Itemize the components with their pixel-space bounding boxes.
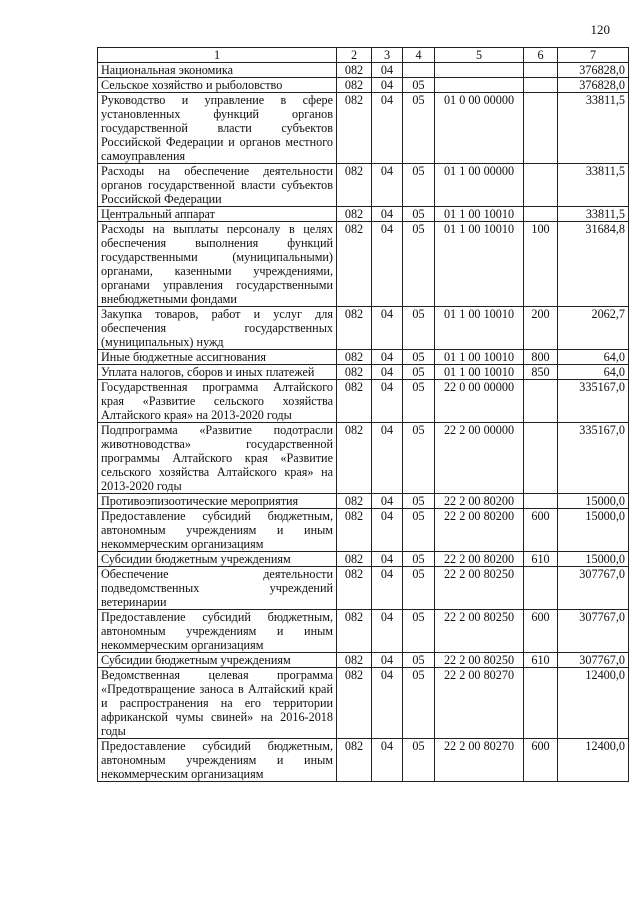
row-code-ministry: 082 bbox=[337, 668, 372, 739]
table-row bbox=[98, 567, 629, 610]
row-code-target: 22 2 00 80200 bbox=[435, 552, 524, 567]
row-name: Противоэпизоотические мероприятия bbox=[98, 494, 337, 509]
row-code-subsection: 05 bbox=[403, 307, 435, 350]
row-code-section: 04 bbox=[372, 350, 403, 365]
row-code-ministry: 082 bbox=[337, 567, 372, 610]
row-name: Субсидии бюджетным учреждениям bbox=[98, 653, 337, 668]
column-header-4: 4 bbox=[403, 48, 435, 63]
row-code-section: 04 bbox=[372, 78, 403, 93]
table-row bbox=[98, 509, 629, 552]
table-row bbox=[98, 610, 629, 653]
row-code-target: 01 1 00 00000 bbox=[435, 164, 524, 207]
table-row bbox=[98, 423, 629, 494]
row-code-type bbox=[524, 668, 558, 739]
row-name: Подпрограмма «Развитие подотрасли животноводства» государственной программы Алтайского края «Развитие сельского хозяйства Алтайского края» на 2013-2020 годы bbox=[98, 423, 337, 494]
row-name: Ведомственная целевая программа «Предотвращение заноса в Алтайский край и распространения на его территории африканской чумы свиней» на 2016-2018 годы bbox=[98, 668, 337, 739]
row-code-section: 04 bbox=[372, 207, 403, 222]
row-code-target: 22 2 00 80250 bbox=[435, 567, 524, 610]
row-code-subsection: 05 bbox=[403, 739, 435, 782]
table-row bbox=[98, 365, 629, 380]
row-code-section: 04 bbox=[372, 365, 403, 380]
row-name: Закупка товаров, работ и услуг для обеспечения государственных (муниципальных) нужд bbox=[98, 307, 337, 350]
row-code-target: 22 2 00 80200 bbox=[435, 494, 524, 509]
row-code-type bbox=[524, 494, 558, 509]
row-amount: 64,0 bbox=[558, 350, 629, 365]
row-name: Национальная экономика bbox=[98, 63, 337, 78]
table-row bbox=[98, 739, 629, 782]
row-code-section: 04 bbox=[372, 739, 403, 782]
row-code-type: 600 bbox=[524, 610, 558, 653]
row-amount: 2062,7 bbox=[558, 307, 629, 350]
row-amount: 335167,0 bbox=[558, 380, 629, 423]
row-name: Расходы на выплаты персоналу в целях обеспечения выполнения функций государственными (муниципальными) органами, казенными учреждениями, органами управления государственными внебюджетными фондами bbox=[98, 222, 337, 307]
row-amount: 31684,8 bbox=[558, 222, 629, 307]
column-header-3: 3 bbox=[372, 48, 403, 63]
row-code-section: 04 bbox=[372, 423, 403, 494]
row-code-ministry: 082 bbox=[337, 78, 372, 93]
row-code-ministry: 082 bbox=[337, 380, 372, 423]
row-code-ministry: 082 bbox=[337, 222, 372, 307]
row-code-section: 04 bbox=[372, 164, 403, 207]
row-code-type bbox=[524, 380, 558, 423]
row-amount: 15000,0 bbox=[558, 494, 629, 509]
row-code-ministry: 082 bbox=[337, 63, 372, 78]
row-code-target: 01 1 00 10010 bbox=[435, 207, 524, 222]
row-code-section: 04 bbox=[372, 668, 403, 739]
table-body bbox=[98, 63, 629, 782]
row-code-type: 610 bbox=[524, 653, 558, 668]
row-code-ministry: 082 bbox=[337, 494, 372, 509]
row-name: Руководство и управление в сфере установленных функций органов государственной власти субъектов Российской Федерации и органов местного самоуправления bbox=[98, 93, 337, 164]
row-amount: 33811,5 bbox=[558, 164, 629, 207]
row-code-subsection: 05 bbox=[403, 365, 435, 380]
row-code-target bbox=[435, 78, 524, 93]
table-row bbox=[98, 653, 629, 668]
row-code-target: 22 2 00 80200 bbox=[435, 509, 524, 552]
row-code-subsection: 05 bbox=[403, 567, 435, 610]
row-code-type bbox=[524, 423, 558, 494]
row-code-type bbox=[524, 93, 558, 164]
budget-table bbox=[97, 47, 629, 782]
row-code-target: 01 1 00 10010 bbox=[435, 222, 524, 307]
row-code-ministry: 082 bbox=[337, 610, 372, 653]
table-row bbox=[98, 63, 629, 78]
row-code-section: 04 bbox=[372, 494, 403, 509]
row-code-target: 01 1 00 10010 bbox=[435, 350, 524, 365]
row-code-subsection bbox=[403, 63, 435, 78]
row-name: Иные бюджетные ассигнования bbox=[98, 350, 337, 365]
header-row bbox=[98, 48, 629, 63]
row-code-type: 600 bbox=[524, 509, 558, 552]
row-amount: 335167,0 bbox=[558, 423, 629, 494]
row-code-subsection: 05 bbox=[403, 380, 435, 423]
column-header-2: 2 bbox=[337, 48, 372, 63]
row-code-subsection: 05 bbox=[403, 93, 435, 164]
row-name: Центральный аппарат bbox=[98, 207, 337, 222]
row-code-section: 04 bbox=[372, 552, 403, 567]
row-code-subsection: 05 bbox=[403, 207, 435, 222]
row-code-type bbox=[524, 63, 558, 78]
row-code-ministry: 082 bbox=[337, 552, 372, 567]
column-header-1: 1 bbox=[98, 48, 337, 63]
row-code-ministry: 082 bbox=[337, 307, 372, 350]
row-code-subsection: 05 bbox=[403, 494, 435, 509]
row-code-ministry: 082 bbox=[337, 653, 372, 668]
row-code-ministry: 082 bbox=[337, 365, 372, 380]
row-amount: 12400,0 bbox=[558, 739, 629, 782]
row-code-target: 22 2 00 80270 bbox=[435, 739, 524, 782]
row-amount: 307767,0 bbox=[558, 610, 629, 653]
row-code-subsection: 05 bbox=[403, 653, 435, 668]
row-code-target: 22 2 00 80250 bbox=[435, 610, 524, 653]
row-code-ministry: 082 bbox=[337, 164, 372, 207]
row-code-ministry: 082 bbox=[337, 423, 372, 494]
table-row bbox=[98, 552, 629, 567]
row-code-section: 04 bbox=[372, 63, 403, 78]
row-code-subsection: 05 bbox=[403, 78, 435, 93]
table-row bbox=[98, 222, 629, 307]
row-code-type: 100 bbox=[524, 222, 558, 307]
row-code-subsection: 05 bbox=[403, 350, 435, 365]
row-amount: 307767,0 bbox=[558, 567, 629, 610]
row-code-target bbox=[435, 63, 524, 78]
row-code-section: 04 bbox=[372, 307, 403, 350]
row-code-subsection: 05 bbox=[403, 164, 435, 207]
row-code-ministry: 082 bbox=[337, 509, 372, 552]
row-name: Предоставление субсидий бюджетным, автономным учреждениям и иным некоммерческим организациям bbox=[98, 509, 337, 552]
row-code-section: 04 bbox=[372, 222, 403, 307]
row-code-target: 22 2 00 80270 bbox=[435, 668, 524, 739]
row-amount: 376828,0 bbox=[558, 78, 629, 93]
row-name: Обеспечение деятельности подведомственных учреждений ветеринарии bbox=[98, 567, 337, 610]
row-code-section: 04 bbox=[372, 380, 403, 423]
row-code-target: 22 2 00 80250 bbox=[435, 653, 524, 668]
row-code-target: 01 1 00 10010 bbox=[435, 365, 524, 380]
row-code-type: 200 bbox=[524, 307, 558, 350]
column-header-5: 5 bbox=[435, 48, 524, 63]
row-code-type: 850 bbox=[524, 365, 558, 380]
table-row bbox=[98, 350, 629, 365]
row-code-type: 610 bbox=[524, 552, 558, 567]
row-code-section: 04 bbox=[372, 567, 403, 610]
page-number: 120 bbox=[590, 22, 610, 37]
column-header-7: 7 bbox=[558, 48, 629, 63]
table-row bbox=[98, 307, 629, 350]
row-code-type bbox=[524, 164, 558, 207]
row-code-target: 22 0 00 00000 bbox=[435, 380, 524, 423]
row-code-type bbox=[524, 78, 558, 93]
row-name: Государственная программа Алтайского края «Развитие сельского хозяйства Алтайского края» на 2013-2020 годы bbox=[98, 380, 337, 423]
row-code-target: 22 2 00 00000 bbox=[435, 423, 524, 494]
row-code-section: 04 bbox=[372, 509, 403, 552]
row-name: Предоставление субсидий бюджетным, автономным учреждениям и иным некоммерческим организациям bbox=[98, 610, 337, 653]
row-code-section: 04 bbox=[372, 653, 403, 668]
row-code-type: 600 bbox=[524, 739, 558, 782]
row-amount: 12400,0 bbox=[558, 668, 629, 739]
table-row bbox=[98, 668, 629, 739]
row-code-type: 800 bbox=[524, 350, 558, 365]
row-code-subsection: 05 bbox=[403, 222, 435, 307]
row-amount: 33811,5 bbox=[558, 93, 629, 164]
row-amount: 307767,0 bbox=[558, 653, 629, 668]
table-row bbox=[98, 494, 629, 509]
row-code-type bbox=[524, 207, 558, 222]
row-code-subsection: 05 bbox=[403, 668, 435, 739]
table-row bbox=[98, 164, 629, 207]
table-row bbox=[98, 207, 629, 222]
row-name: Уплата налогов, сборов и иных платежей bbox=[98, 365, 337, 380]
row-amount: 15000,0 bbox=[558, 509, 629, 552]
row-code-target: 01 1 00 10010 bbox=[435, 307, 524, 350]
row-code-ministry: 082 bbox=[337, 739, 372, 782]
row-code-subsection: 05 bbox=[403, 423, 435, 494]
table-row bbox=[98, 93, 629, 164]
row-name: Сельское хозяйство и рыболовство bbox=[98, 78, 337, 93]
row-name: Предоставление субсидий бюджетным, автономным учреждениям и иным некоммерческим организациям bbox=[98, 739, 337, 782]
row-code-subsection: 05 bbox=[403, 552, 435, 567]
row-code-subsection: 05 bbox=[403, 610, 435, 653]
row-code-ministry: 082 bbox=[337, 207, 372, 222]
row-code-ministry: 082 bbox=[337, 93, 372, 164]
row-code-type bbox=[524, 567, 558, 610]
row-code-target: 01 0 00 00000 bbox=[435, 93, 524, 164]
row-amount: 15000,0 bbox=[558, 552, 629, 567]
row-amount: 376828,0 bbox=[558, 63, 629, 78]
column-header-6: 6 bbox=[524, 48, 558, 63]
row-name: Расходы на обеспечение деятельности органов государственной власти субъектов Российской Федерации bbox=[98, 164, 337, 207]
row-code-section: 04 bbox=[372, 93, 403, 164]
table-row bbox=[98, 78, 629, 93]
table-row bbox=[98, 380, 629, 423]
row-amount: 33811,5 bbox=[558, 207, 629, 222]
row-amount: 64,0 bbox=[558, 365, 629, 380]
row-name: Субсидии бюджетным учреждениям bbox=[98, 552, 337, 567]
row-code-section: 04 bbox=[372, 610, 403, 653]
row-code-ministry: 082 bbox=[337, 350, 372, 365]
row-code-subsection: 05 bbox=[403, 509, 435, 552]
